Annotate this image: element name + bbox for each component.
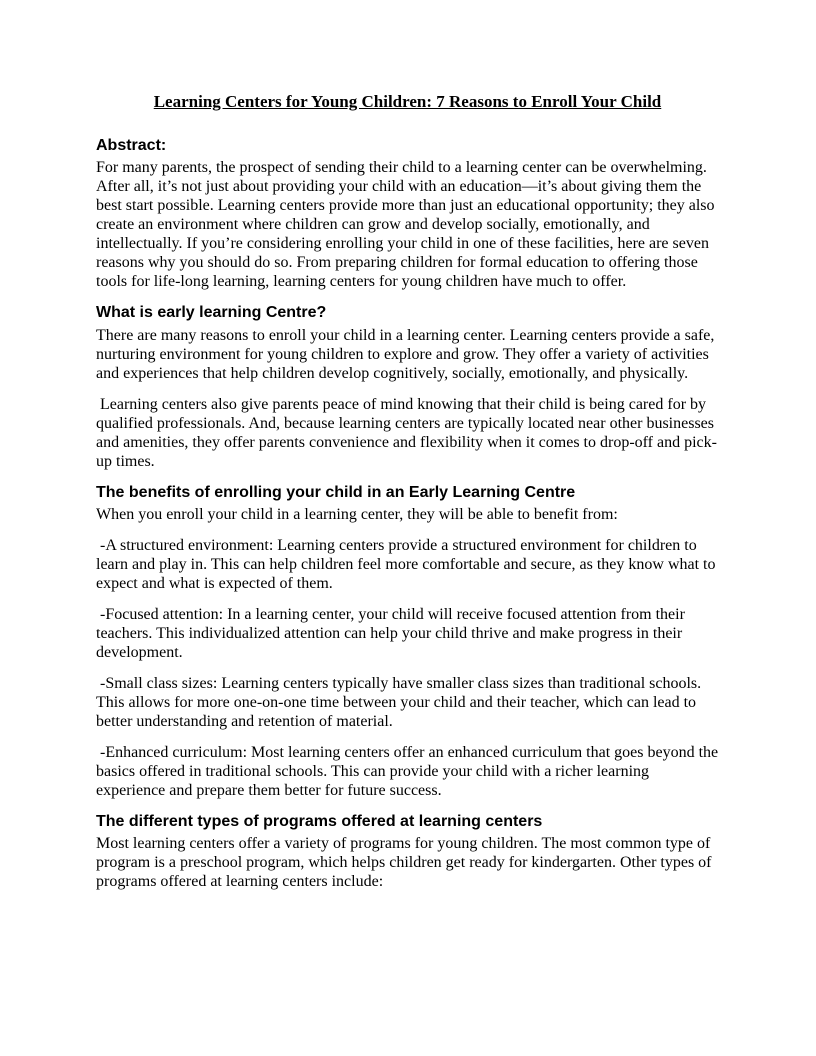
abstract-heading: Abstract: <box>96 137 167 155</box>
section-program-types <box>96 812 719 891</box>
section-abstract <box>96 136 719 291</box>
abstract-paragraph: For many parents, the prospect of sending their child to a learning center can be overwhelming. After all, it’s not just about providing your child with an education—it’s about giving them the best start possible. Learning centers provide more than just an educational opportunity; they also create an environment where children can grow and develop socially, emotionally, and intellectually. If you’re considering enrolling your child in one of these facilities, here are seven reasons why you should do so. From preparing children for formal education to offering those tools for life-long learning, learning centers for young children have much to offer. <box>96 159 719 291</box>
benefit-item-enhanced-curriculum: -Enhanced curriculum: Most learning centers offer an enhanced curriculum that goes beyond the basics offered in traditional schools. This can provide your child with a richer learning experience and prepare them better for future success. <box>96 744 723 800</box>
program-types-heading: The different types of programs offered at learning centers <box>96 813 543 831</box>
paragraph: When you enroll your child in a learning center, they will be able to benefit from: <box>96 505 618 523</box>
section-what-is-early-learning-centre <box>96 303 719 470</box>
benefit-item-structured-environment: -A structured environment: Learning centers provide a structured environment for children to learn and play in. This can help children feel more comfortable and secure, as they know what to expect and what is expected of them. <box>96 536 720 592</box>
paragraph: Most learning centers offer a variety of programs for young children. The most common type of program is a preschool program, which helps children get ready for kindergarten. Other types of programs offered at learning centers include: <box>96 835 716 891</box>
benefits-heading: The benefits of enrolling your child in an Early Learning Centre <box>96 483 576 501</box>
paragraph: There are many reasons to enroll your child in a learning center. Learning centers provide a safe, nurturing environment for young children to explore and grow. They offer a variety of activities and experiences that help children develop cognitively, socially, emotionally, and physically. <box>96 326 719 382</box>
document-title: Learning Centers for Young Children: 7 Reasons to Enroll Your Child <box>153 92 662 111</box>
benefit-item-focused-attention: -Focused attention: In a learning center, your child will receive focused attention from their teachers. This individualized attention can help your child thrive and make progress in their development. <box>96 605 689 661</box>
benefit-item-small-class-sizes: -Small class sizes: Learning centers typically have smaller class sizes than traditional schools. This allows for more one-on-one time between your child and their teacher, which can lead to better understanding and retention of material. <box>96 674 705 731</box>
section-benefits <box>96 483 723 800</box>
what-is-early-learning-centre-heading: What is early learning Centre? <box>96 304 327 322</box>
paragraph: Learning centers also give parents peace of mind knowing that their child is being cared for by qualified professionals. And, because learning centers are typically located near other businesses and amenities, they offer parents convenience and flexibility when it comes to drop-off and pick-up times. <box>96 395 718 470</box>
